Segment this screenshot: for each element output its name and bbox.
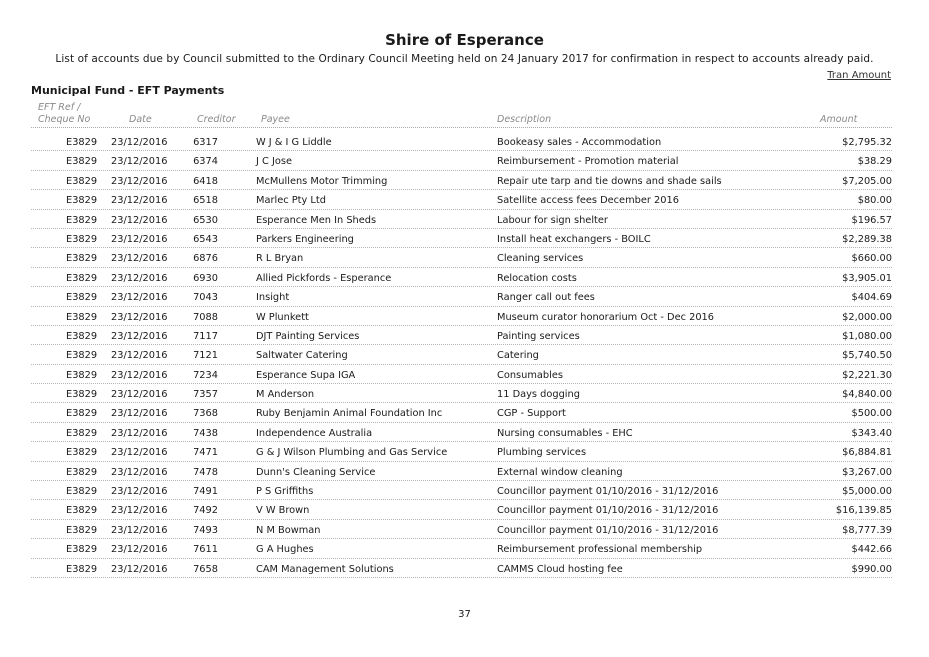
eft-ref-cell: E3829 <box>66 253 98 265</box>
column-header-payee: Payee <box>261 114 290 125</box>
amount-cell: $2,000.00 <box>842 311 892 323</box>
eft-ref-cell: E3829 <box>66 292 98 304</box>
description-cell: Councillor payment 01/10/2016 - 31/12/2016 <box>497 486 719 498</box>
amount-cell: $1,080.00 <box>842 330 892 342</box>
eft-ref-cell: E3829 <box>66 214 98 226</box>
description-cell: Councillor payment 01/10/2016 - 31/12/2016 <box>497 524 719 536</box>
eft-ref-cell: E3829 <box>66 427 98 439</box>
payee-cell: Esperance Men In Sheds <box>256 214 377 226</box>
table-row <box>0 230 929 249</box>
table-row <box>0 269 929 288</box>
description-cell: 11 Days dogging <box>497 389 580 401</box>
amount-cell: $3,267.00 <box>842 466 892 478</box>
description-cell: Councillor payment 01/10/2016 - 31/12/2016 <box>497 505 719 517</box>
description-cell: Consumables <box>497 369 563 381</box>
description-cell: Bookeasy sales - Accommodation <box>497 137 662 148</box>
amount-cell: $500.00 <box>851 408 892 420</box>
amount-cell: $7,205.00 <box>842 175 892 187</box>
table-row <box>0 346 929 365</box>
page-number: 37 <box>458 609 471 620</box>
amount-cell: $5,740.50 <box>842 350 892 362</box>
date-cell: 23/12/2016 <box>111 233 168 245</box>
description-cell: Plumbing services <box>497 447 587 459</box>
table-row <box>0 327 929 346</box>
date-cell: 23/12/2016 <box>111 330 168 342</box>
amount-cell: $2,795.32 <box>842 137 892 148</box>
payee-cell: Insight <box>256 292 290 304</box>
amount-cell: $442.66 <box>851 544 892 556</box>
date-cell: 23/12/2016 <box>111 427 168 439</box>
creditor-cell: 6530 <box>193 214 218 226</box>
table-row <box>0 152 929 171</box>
date-cell: 23/12/2016 <box>111 466 168 478</box>
payee-cell: Ruby Benjamin Animal Foundation Inc <box>256 408 443 420</box>
creditor-cell: 7493 <box>193 524 218 536</box>
amount-cell: $343.40 <box>851 427 892 439</box>
payee-cell: N M Bowman <box>256 524 321 536</box>
creditor-cell: 7234 <box>193 369 218 381</box>
date-cell: 23/12/2016 <box>111 137 168 148</box>
payee-cell: CAM Management Solutions <box>256 563 394 575</box>
table-row <box>0 501 929 520</box>
date-cell: 23/12/2016 <box>111 253 168 265</box>
table-row <box>0 366 929 385</box>
creditor-cell: 6876 <box>193 253 218 265</box>
payee-cell: P S Griffiths <box>256 486 314 498</box>
amount-cell: $38.29 <box>857 156 892 168</box>
date-cell: 23/12/2016 <box>111 408 168 420</box>
amount-cell: $4,840.00 <box>842 389 892 401</box>
description-cell: Satellite access fees December 2016 <box>497 195 679 207</box>
date-cell: 23/12/2016 <box>111 195 168 207</box>
description-cell: Museum curator honorarium Oct - Dec 2016 <box>497 311 715 323</box>
header-divider <box>31 127 892 128</box>
eft-ref-cell: E3829 <box>66 524 98 536</box>
date-cell: 23/12/2016 <box>111 486 168 498</box>
payee-cell: Dunn's Cleaning Service <box>256 466 376 478</box>
creditor-cell: 7478 <box>193 466 218 478</box>
description-cell: Painting services <box>497 330 580 342</box>
payee-cell: DJT Painting Services <box>256 330 360 342</box>
creditor-cell: 7088 <box>193 311 218 323</box>
column-header-description: Description <box>497 114 552 125</box>
payee-cell: J C Jose <box>256 156 292 168</box>
amount-cell: $404.69 <box>851 292 892 304</box>
table-row <box>0 385 929 404</box>
description-cell: Cleaning services <box>497 253 584 265</box>
description-cell: Labour for sign shelter <box>497 214 608 226</box>
document-title: Shire of Esperance <box>385 31 544 49</box>
creditor-cell: 6374 <box>193 156 218 168</box>
description-cell: Reimbursement professional membership <box>497 544 703 556</box>
payee-cell: Marlec Pty Ltd <box>256 195 326 207</box>
table-row <box>0 191 929 210</box>
table-row <box>0 540 929 559</box>
creditor-cell: 7117 <box>193 330 218 342</box>
amount-cell: $16,139.85 <box>835 505 892 517</box>
payee-cell: W J & I G Liddle <box>256 137 332 148</box>
amount-cell: $80.00 <box>857 195 892 207</box>
eft-ref-cell: E3829 <box>66 447 98 459</box>
payments-table <box>0 133 929 579</box>
table-row <box>0 482 929 501</box>
creditor-cell: 7043 <box>193 292 218 304</box>
date-cell: 23/12/2016 <box>111 311 168 323</box>
amount-cell: $5,000.00 <box>842 486 892 498</box>
creditor-cell: 7611 <box>193 544 218 556</box>
table-row <box>0 249 929 268</box>
eft-ref-cell: E3829 <box>66 156 98 168</box>
payee-cell: G & J Wilson Plumbing and Gas Service <box>256 447 448 459</box>
description-cell: Repair ute tarp and tie downs and shade sails <box>497 175 722 187</box>
tran-amount-label: Tran Amount <box>827 70 891 81</box>
description-cell: Install heat exchangers - BOILC <box>497 233 651 245</box>
description-cell: Ranger call out fees <box>497 292 595 304</box>
payee-cell: McMullens Motor Trimming <box>256 175 388 187</box>
payee-cell: Esperance Supa IGA <box>256 369 356 381</box>
eft-ref-cell: E3829 <box>66 330 98 342</box>
eft-ref-cell: E3829 <box>66 272 98 284</box>
creditor-cell: 7491 <box>193 486 218 498</box>
description-cell: Relocation costs <box>497 272 577 284</box>
creditor-cell: 7368 <box>193 408 218 420</box>
creditor-cell: 6317 <box>193 137 218 148</box>
eft-ref-cell: E3829 <box>66 350 98 362</box>
table-row <box>0 521 929 540</box>
amount-cell: $3,905.01 <box>842 272 892 284</box>
eft-ref-cell: E3829 <box>66 563 98 575</box>
creditor-cell: 7492 <box>193 505 218 517</box>
date-cell: 23/12/2016 <box>111 369 168 381</box>
date-cell: 23/12/2016 <box>111 292 168 304</box>
document-subtitle: List of accounts due by Council submitted to the Ordinary Council Meeting held on 24 January 2017 for confirmation in respect to accounts already paid. <box>55 53 874 65</box>
creditor-cell: 7357 <box>193 389 218 401</box>
payee-cell: Independence Australia <box>256 427 373 439</box>
amount-cell: $6,884.81 <box>842 447 892 459</box>
table-row <box>0 308 929 327</box>
column-header-date: Date <box>129 114 152 125</box>
date-cell: 23/12/2016 <box>111 563 168 575</box>
amount-cell: $990.00 <box>851 563 892 575</box>
column-header-creditor: Creditor <box>197 114 236 125</box>
eft-ref-cell: E3829 <box>66 369 98 381</box>
amount-cell: $2,289.38 <box>842 233 892 245</box>
payee-cell: Allied Pickfords - Esperance <box>256 272 392 284</box>
creditor-cell: 7471 <box>193 447 218 459</box>
creditor-cell: 7121 <box>193 350 218 362</box>
table-row <box>0 404 929 423</box>
eft-ref-cell: E3829 <box>66 389 98 401</box>
eft-ref-cell: E3829 <box>66 311 98 323</box>
column-header-amount: Amount <box>820 114 858 125</box>
date-cell: 23/12/2016 <box>111 524 168 536</box>
payee-cell: R L Bryan <box>256 253 304 265</box>
description-cell: CGP - Support <box>497 408 566 420</box>
date-cell: 23/12/2016 <box>111 389 168 401</box>
table-row <box>0 443 929 462</box>
column-header-ref-line2: Cheque No <box>38 114 91 125</box>
eft-ref-cell: E3829 <box>66 466 98 478</box>
date-cell: 23/12/2016 <box>111 544 168 556</box>
description-cell: External window cleaning <box>497 466 623 478</box>
eft-ref-cell: E3829 <box>66 505 98 517</box>
table-row <box>0 172 929 191</box>
eft-ref-cell: E3829 <box>66 233 98 245</box>
table-row <box>0 463 929 482</box>
payee-cell: G A Hughes <box>256 544 314 556</box>
date-cell: 23/12/2016 <box>111 214 168 226</box>
eft-ref-cell: E3829 <box>66 408 98 420</box>
description-cell: Reimbursement - Promotion material <box>497 156 679 168</box>
amount-cell: $2,221.30 <box>842 369 892 381</box>
eft-ref-cell: E3829 <box>66 544 98 556</box>
eft-ref-cell: E3829 <box>66 486 98 498</box>
creditor-cell: 7658 <box>193 563 218 575</box>
creditor-cell: 6418 <box>193 175 218 187</box>
description-cell: Catering <box>497 350 539 362</box>
eft-ref-cell: E3829 <box>66 137 98 148</box>
eft-ref-cell: E3829 <box>66 175 98 187</box>
date-cell: 23/12/2016 <box>111 272 168 284</box>
table-row <box>0 560 929 579</box>
payee-cell: Saltwater Catering <box>256 350 348 362</box>
description-cell: CAMMS Cloud hosting fee <box>497 563 623 575</box>
eft-ref-cell: E3829 <box>66 195 98 207</box>
table-row <box>0 211 929 230</box>
description-cell: Nursing consumables - EHC <box>497 427 633 439</box>
payee-cell: V W Brown <box>256 505 310 517</box>
date-cell: 23/12/2016 <box>111 447 168 459</box>
amount-cell: $8,777.39 <box>842 524 892 536</box>
date-cell: 23/12/2016 <box>111 175 168 187</box>
creditor-cell: 6543 <box>193 233 218 245</box>
column-header-ref-line1: EFT Ref / <box>38 102 81 113</box>
section-heading: Municipal Fund - EFT Payments <box>31 84 225 97</box>
table-row <box>0 424 929 443</box>
amount-cell: $660.00 <box>851 253 892 265</box>
date-cell: 23/12/2016 <box>111 156 168 168</box>
payee-cell: Parkers Engineering <box>256 233 354 245</box>
creditor-cell: 6930 <box>193 272 218 284</box>
payee-cell: M Anderson <box>256 389 315 401</box>
amount-cell: $196.57 <box>851 214 892 226</box>
date-cell: 23/12/2016 <box>111 505 168 517</box>
table-row <box>0 288 929 307</box>
payee-cell: W Plunkett <box>256 311 309 323</box>
date-cell: 23/12/2016 <box>111 350 168 362</box>
creditor-cell: 6518 <box>193 195 218 207</box>
table-row <box>0 133 929 152</box>
creditor-cell: 7438 <box>193 427 218 439</box>
